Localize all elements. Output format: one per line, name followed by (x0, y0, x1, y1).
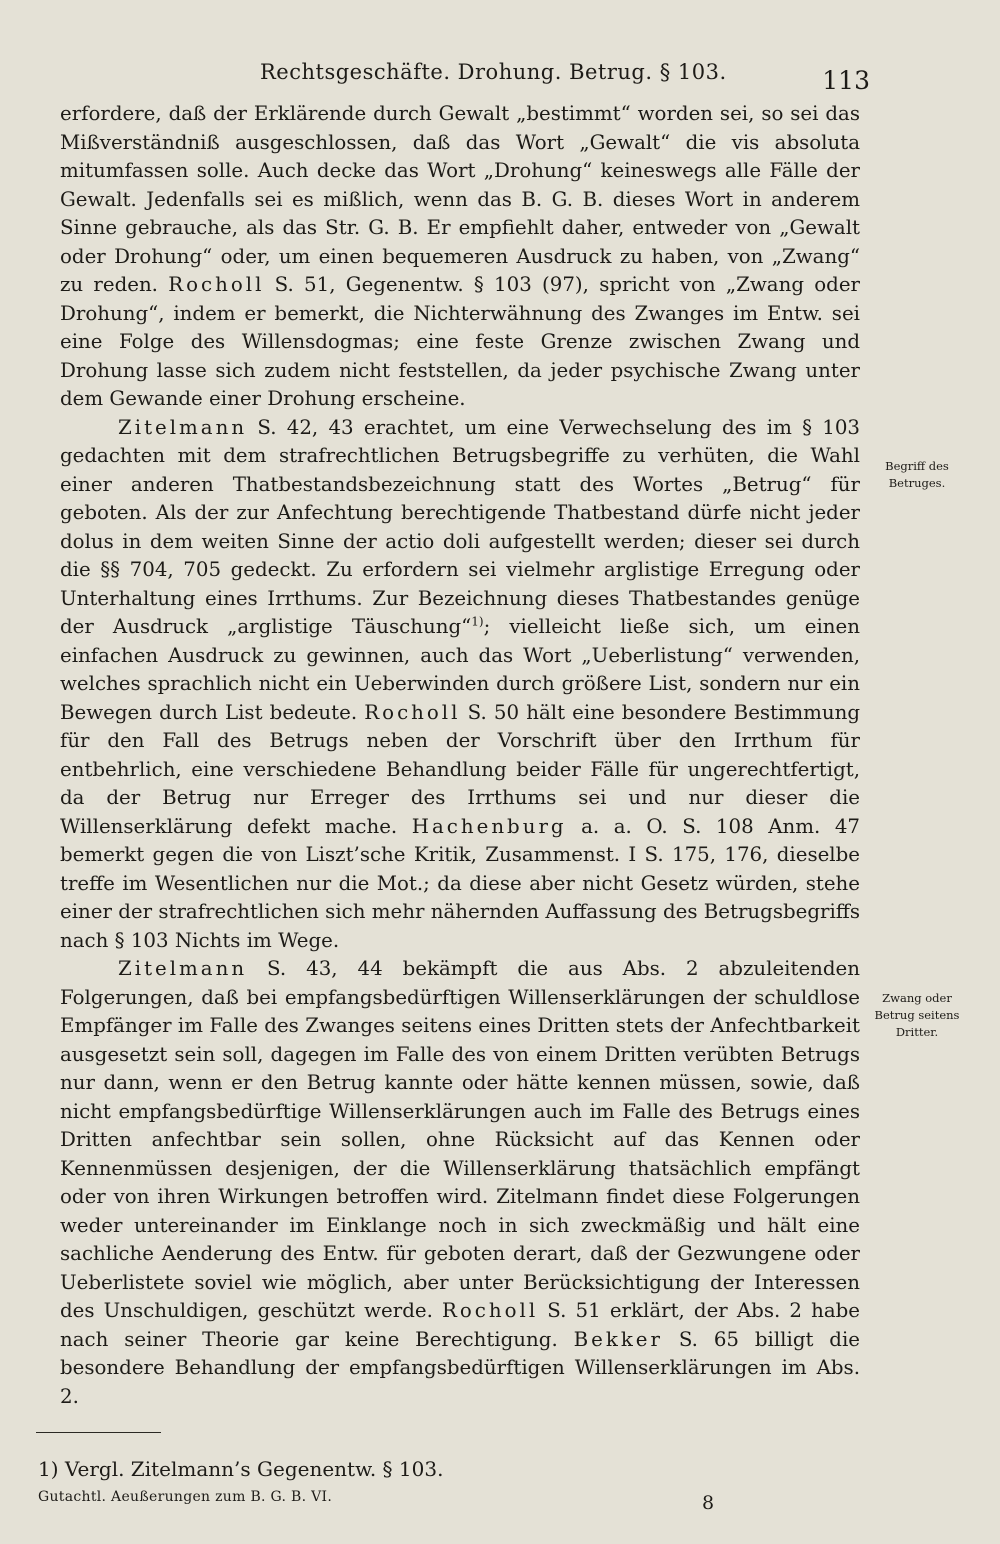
footnote-divider (36, 1432, 161, 1433)
author-name: Rocholl (168, 273, 265, 296)
footnote-marker: 1) (38, 1457, 59, 1481)
author-name: Bekker (573, 1327, 663, 1351)
text-run: S. 65 billigt die besondere Behandlung der empfangsbedürftigen Willenserklärungen im Abs. 2. (60, 1327, 860, 1408)
printer-signature: Gutachtl. Aeußerungen zum B. G. B. VI. (38, 1489, 333, 1505)
text-run: a. a. O. S. 108 Anm. 47 bemerkt gegen die von Liszt’sche Kritik, Zusammenst. I S. 175, 176, dieselbe treffe im Wesentlichen nur die Mot.; da diese aber nicht Gesetz würden, stehe einer der strafrechtlichen sich mehr nähernden Auffassung des Betrugsbegriffs nach § 103 Nichts im Wege. (60, 814, 860, 952)
running-head: Rechtsgeschäfte. Drohung. Betrug. § 103. (260, 60, 727, 84)
paragraph (60, 955, 860, 1411)
margin-note-begriff-des-betruges: Begriff des Betruges. (885, 459, 949, 490)
text-run: S. 51 erklärt, der Abs. 2 habe nach seiner Theorie gar keine Berechtigung. (60, 1299, 860, 1351)
text-run: erfordere, daß der Erklärende durch Gewalt „bestimmt“ worden sei, so sei das Mißverständniß ausgeschlossen, daß das Wort „Gewalt“ die vis absoluta mitumfassen solle. Auch decke das Wort „Drohung“ keineswegs alle Fälle der Gewalt. Jedenfalls sei es mißlich, wenn das B. G. B. dieses Wort in anderem Sinne gebrauche, als das Str. G. B. Er empfiehlt daher, entweder von „Gewalt oder Drohung“ oder, um einen bequemeren Ausdruck zu haben, von „Zwang“ zu reden. (60, 102, 860, 296)
text-run: S. 42, 43 erachtet, um eine Verwechselung des im § 103 gedachten mit dem strafrechtlichen Betrugsbegriffe zu verhüten, die Wahl einer anderen Thatbestandsbezeichnung statt des Wortes „Betrug“ für geboten. Als der zur Anfechtung berechtigende Thatbestand dürfe nicht jeder dolus in dem weiten Sinne der actio doli aufgestellt werden; dieser sei durch die §§ 704, 705 gedeckt. Zu erfordern sei vielmehr arglistige Erregung oder Unterhaltung eines Irrthums. Zur Bezeichnung dieses Thatbestandes genüge der Ausdruck „arglistige Täuschung“ (60, 415, 860, 638)
author-name: Zitelmann (118, 415, 248, 439)
page-header (60, 52, 870, 95)
author-name: Zitelmann (118, 957, 248, 980)
paragraph (60, 414, 860, 956)
body-text (60, 100, 860, 1411)
signature-mark: 8 (702, 1492, 715, 1514)
footnote-text: Vergl. Zitelmann’s Gegenentw. § 103. (64, 1457, 444, 1481)
margin-note-zwang-oder-betrug: Zwang oder Betrug seitens Dritter. (874, 991, 960, 1039)
page-number: 113 (822, 66, 870, 95)
paragraph (60, 100, 860, 414)
author-name: Hachenburg (411, 814, 567, 838)
footnote-ref: 1) (471, 614, 484, 629)
author-name: Rocholl (442, 1299, 539, 1322)
text-run: S. 50 hält eine besondere Bestimmung für den Fall des Betrugs neben der Vorschrift über den Irrthum für entbehrlich, eine verschiedene Behandlung beider Fälle für ungerechtfertigt, da der Betrug nur Erreger des Irrthums sei und nur dieser die Willenserklärung defekt mache. (60, 700, 860, 838)
text-run: ; vielleicht ließe sich, um einen einfachen Ausdruck zu gewinnen, auch das Wort „Ueberlistung“ verwenden, welches sprachlich nicht ein Ueberwinden durch größere List, sondern nur ein Bewegen durch List bedeute. (60, 615, 860, 724)
text-run: S. 51, Gegenentw. § 103 (97), spricht von „Zwang oder Drohung“, indem er bemerkt, die Nichterwähnung des Zwanges im Entw. sei eine Folge des Willensdogmas; eine feste Grenze zwischen Zwang und Drohung lasse sich zudem nicht feststellen, da jeder psychische Zwang unter dem Gewande einer Drohung erscheine. (60, 273, 860, 410)
author-name: Rocholl (364, 700, 461, 724)
text-run: S. 43, 44 bekämpft die aus Abs. 2 abzuleitenden Folgerungen, daß bei empfangsbedürftigen Willenserklärungen der schuldlose Empfänger im Falle des Zwanges seitens eines Dritten stets der Anfechtbarkeit ausgesetzt sein soll, dagegen im Falle des von einem Dritten verübten Betrugs nur dann, wenn er den Betrug kannte oder hätte kennen müssen, sowie, daß nicht empfangsbedürftige Willenserklärungen auch im Falle des Betrugs eines Dritten anfechtbar sein sollen, ohne Rücksicht auf das Kennen oder Kennenmüssen desjenigen, der die Willenserklärung thatsächlich empfängt oder von ihren Wirkungen betroffen wird. Zitelmann findet diese Folgerungen weder untereinander im Einklange noch in sich zweckmäßig und hält eine sachliche Aenderung des Entw. für geboten derart, daß der Gezwungene oder Ueberlistete soviel wie möglich, aber unter Berücksichtigung der Interessen des Unschuldigen, geschützt werde. (60, 957, 860, 1322)
footnote (38, 1456, 443, 1482)
